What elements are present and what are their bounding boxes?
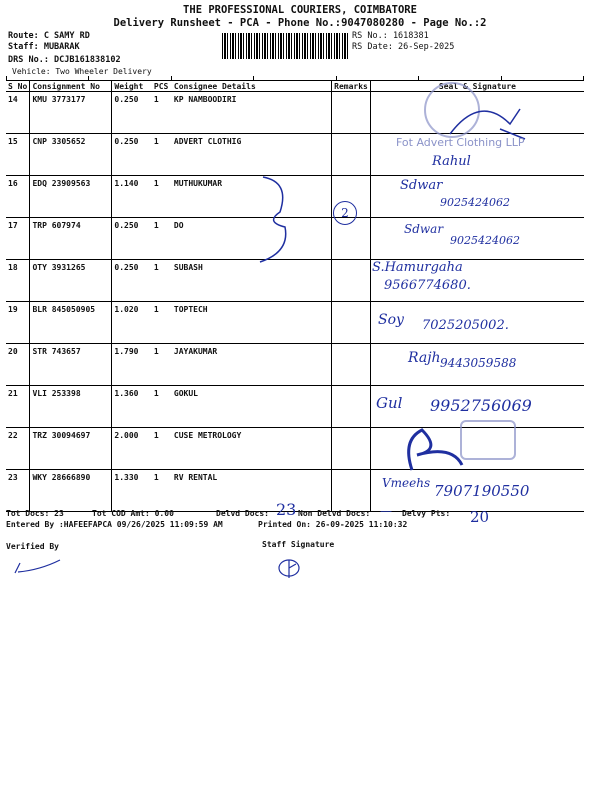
row-pcs: 1 bbox=[152, 386, 172, 428]
phone-row17: 9025424062 bbox=[450, 234, 520, 247]
row-pcs: 1 bbox=[152, 260, 172, 302]
remark-circle: 2 bbox=[333, 201, 357, 225]
signature-row15: Rahul bbox=[432, 154, 471, 169]
row-consignment: OTY 3931265 bbox=[30, 260, 112, 302]
row-sno: 23 bbox=[6, 470, 30, 512]
non-delivered-value: — bbox=[380, 504, 392, 518]
phone-row21: 9952756069 bbox=[430, 396, 532, 415]
row-pcs: 1 bbox=[152, 176, 172, 218]
row-weight: 1.330 bbox=[112, 470, 152, 512]
row-consignment: BLR 845050905 bbox=[30, 302, 112, 344]
row-weight: 0.250 bbox=[112, 218, 152, 260]
row-weight: 1.360 bbox=[112, 386, 152, 428]
row-pcs: 1 bbox=[152, 344, 172, 386]
row-remarks bbox=[332, 386, 371, 428]
row-consignment: KMU 3773177 bbox=[30, 92, 112, 134]
company-title: THE PROFESSIONAL COURIERS, COIMBATORE bbox=[183, 4, 417, 16]
col-consignee: Consignee Details bbox=[172, 81, 332, 92]
row-sno: 14 bbox=[6, 92, 30, 134]
phone-row18: 9566774680. bbox=[384, 278, 471, 293]
row-sno: 15 bbox=[6, 134, 30, 176]
signature-row22-scribble bbox=[392, 420, 472, 475]
runsheet-subtitle: Delivery Runsheet - PCA - Phone No.:9047080280 - Page No.:2 bbox=[113, 17, 487, 29]
rs-date: RS Date: 26-Sep-2025 bbox=[352, 42, 455, 52]
total-docs: Tot Docs: 23 bbox=[6, 509, 64, 518]
row-remarks bbox=[332, 218, 371, 260]
row-pcs: 1 bbox=[152, 218, 172, 260]
row-consignee: KP NAMBOODIRI bbox=[172, 92, 332, 134]
signature-row16: Sdwar bbox=[400, 178, 443, 193]
staff-signature-label: Staff Signature bbox=[262, 540, 335, 549]
row-pcs: 1 bbox=[152, 134, 172, 176]
phone-row16: 9025424062 bbox=[440, 196, 510, 209]
row-sno: 16 bbox=[6, 176, 30, 218]
signature-row20: Rajh bbox=[408, 350, 441, 366]
row-consignment: CNP 3305652 bbox=[30, 134, 112, 176]
row-consignee: MUTHUKUMAR bbox=[172, 176, 332, 218]
row-sno: 19 bbox=[6, 302, 30, 344]
row-weight: 1.140 bbox=[112, 176, 152, 218]
signature-row21: Gul bbox=[376, 394, 403, 412]
vehicle-label: Vehicle: Two Wheeler Delivery bbox=[12, 67, 152, 76]
row-sno: 20 bbox=[6, 344, 30, 386]
row-weight: 2.000 bbox=[112, 428, 152, 470]
row-consignment: STR 743657 bbox=[30, 344, 112, 386]
entered-by: Entered By :HAFEEFAPCA 09/26/2025 11:09:59 AM bbox=[6, 520, 223, 529]
row-pcs: 1 bbox=[152, 470, 172, 512]
table-row bbox=[6, 260, 584, 302]
row-consignee: RV RENTAL bbox=[172, 470, 332, 512]
row-weight: 0.250 bbox=[112, 134, 152, 176]
col-remarks: Remarks bbox=[332, 81, 371, 92]
ditto-bracket-mark bbox=[255, 172, 295, 267]
phone-row20: 9443059588 bbox=[440, 356, 517, 370]
row-consignee: TOPTECH bbox=[172, 302, 332, 344]
signature-row14-scribble bbox=[440, 84, 530, 144]
row-remarks bbox=[332, 260, 371, 302]
col-consignment: Consignment No bbox=[30, 81, 112, 92]
col-weight: Weight bbox=[112, 81, 152, 92]
row-remarks bbox=[332, 302, 371, 344]
staff-signature-mark bbox=[276, 556, 306, 580]
barcode-image bbox=[222, 33, 348, 59]
row-pcs: 1 bbox=[152, 428, 172, 470]
signature-row23: Vmeehs bbox=[382, 476, 431, 490]
col-pcs: PCS bbox=[152, 81, 172, 92]
row-consignment: VLI 253398 bbox=[30, 386, 112, 428]
row-remarks bbox=[332, 344, 371, 386]
total-cod: Tot COD Amt: 0.00 bbox=[92, 509, 174, 518]
row-sno: 21 bbox=[6, 386, 30, 428]
row-pcs: 1 bbox=[152, 302, 172, 344]
col-seal-signature: Seal & Signature bbox=[370, 81, 584, 92]
row-remarks bbox=[332, 92, 371, 134]
stamp-row15: Fot Advert Clothing LLP bbox=[396, 136, 525, 149]
row-weight: 0.250 bbox=[112, 92, 152, 134]
row-weight: 1.020 bbox=[112, 302, 152, 344]
row-consignee: CUSE METROLOGY bbox=[172, 428, 332, 470]
row-sno: 22 bbox=[6, 428, 30, 470]
row-remarks bbox=[332, 470, 371, 512]
delivery-points-label: Delvy Pts: bbox=[402, 509, 451, 518]
col-sno: S No bbox=[6, 81, 30, 92]
delivered-docs-label: Delvd Docs: bbox=[216, 509, 269, 518]
verified-by-signature bbox=[10, 558, 70, 578]
phone-row23: 7907190550 bbox=[434, 482, 530, 500]
row-consignee: GOKUL bbox=[172, 386, 332, 428]
row-consignee: JAYAKUMAR bbox=[172, 344, 332, 386]
row-sno: 17 bbox=[6, 218, 30, 260]
delivered-docs-value: 23 bbox=[276, 500, 297, 519]
delivery-points-value: 20 bbox=[470, 508, 490, 526]
verified-by-label: Verified By bbox=[6, 542, 59, 551]
staff-label: Staff: MUBARAK bbox=[8, 42, 80, 52]
row-remarks bbox=[332, 428, 371, 470]
row-remarks bbox=[332, 134, 371, 176]
row-consignment: TRP 607974 bbox=[30, 218, 112, 260]
printed-on: Printed On: 26-09-2025 11:10:32 bbox=[258, 520, 408, 529]
row-pcs: 1 bbox=[152, 92, 172, 134]
signature-row17: Sdwar bbox=[404, 222, 444, 236]
row-consignment: EDQ 23909563 bbox=[30, 176, 112, 218]
row-consignee: DO bbox=[172, 218, 332, 260]
route-label: Route: C SAMY RD bbox=[8, 31, 90, 41]
row-consignee: SUBASH bbox=[172, 260, 332, 302]
rs-number: RS No.: 1618381 bbox=[352, 31, 429, 41]
non-delivered-label: Non Delvd Docs: bbox=[298, 509, 371, 518]
row-consignee: ADVERT CLOTHIG bbox=[172, 134, 332, 176]
row-weight: 0.250 bbox=[112, 260, 152, 302]
signature-row18: S.Hamurgaha bbox=[372, 260, 463, 275]
row-weight: 1.790 bbox=[112, 344, 152, 386]
drs-number: DRS No.: DCJB161838102 bbox=[8, 55, 121, 65]
row-consignment: WKY 28666890 bbox=[30, 470, 112, 512]
phone-row19: 7025205002. bbox=[422, 318, 509, 333]
row-consignment: TRZ 30094697 bbox=[30, 428, 112, 470]
row-sno: 18 bbox=[6, 260, 30, 302]
signature-row19: Soy bbox=[378, 312, 404, 328]
